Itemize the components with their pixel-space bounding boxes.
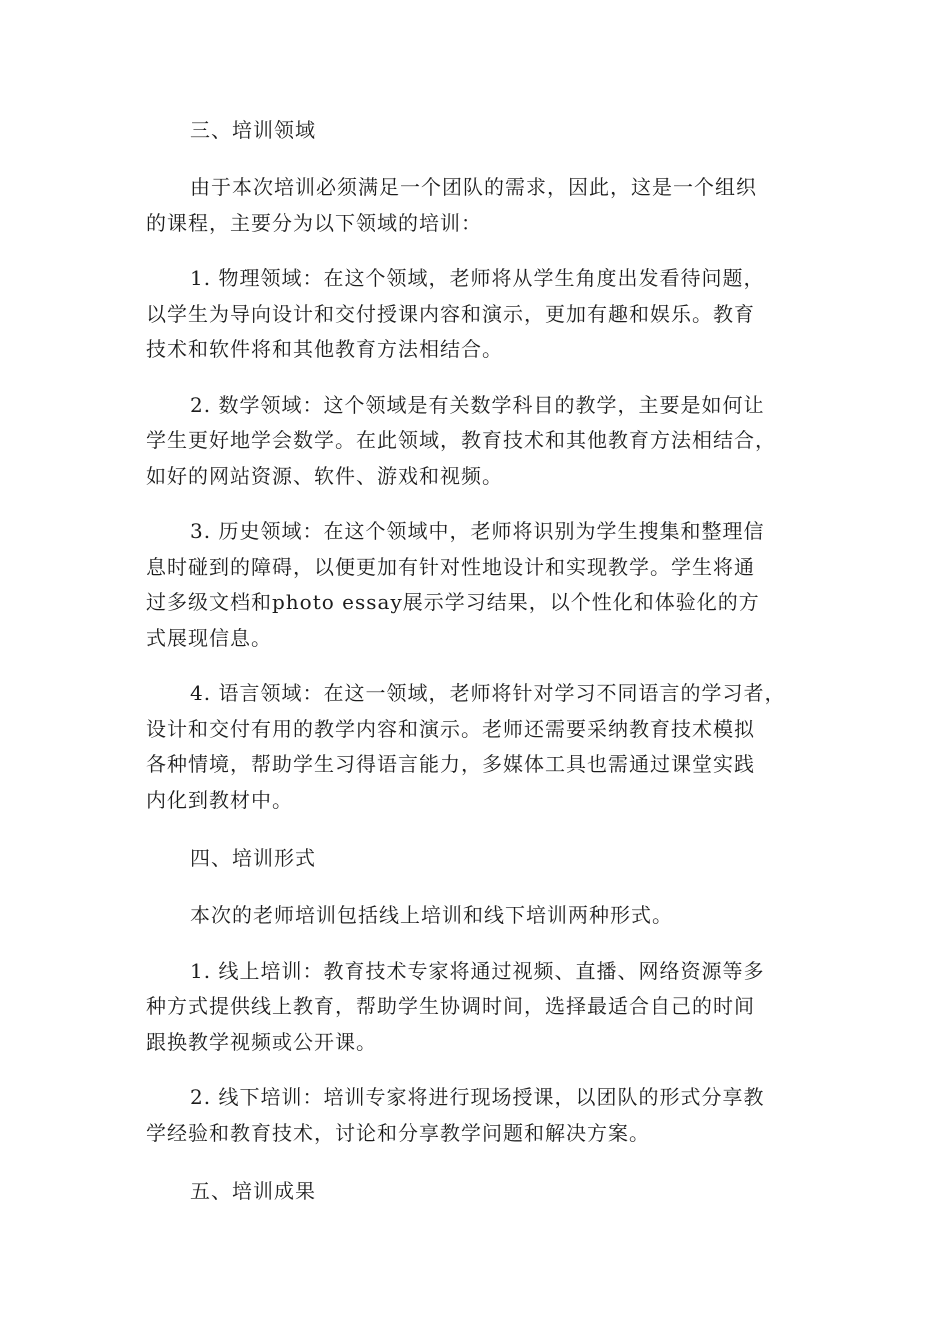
paragraph-line: 学经验和教育技术，讨论和分享教学问题和解决方案。 xyxy=(146,1120,650,1145)
paragraph-line: 的课程，主要分为以下领域的培训： xyxy=(146,210,482,235)
paragraph-line: 1. 线上培训：教育技术专家将通过视频、直播、网络资源等多 xyxy=(190,958,765,983)
section-heading: 五、培训成果 xyxy=(190,1179,316,1203)
paragraph-line: 过多级文档和photo essay展示学习结果，以个性化和体验化的方 xyxy=(146,590,760,614)
paragraph-line: 技术和软件将和其他教育方法相结合。 xyxy=(146,337,503,361)
section-heading: 四、培训形式 xyxy=(190,846,316,870)
paragraph-line: 如好的网站资源、软件、游戏和视频。 xyxy=(146,463,503,488)
paragraph-line: 1. 物理领域：在这个领域，老师将从学生角度出发看待问题， xyxy=(190,266,765,290)
paragraph-line: 跟换教学视频或公开课。 xyxy=(146,1029,377,1054)
section-heading: 三、培训领域 xyxy=(190,118,316,142)
paragraph-line: 3. 历史领域：在这个领域中，老师将识别为学生搜集和整理信 xyxy=(190,519,765,543)
paragraph xyxy=(146,514,810,656)
paragraph-line: 以学生为导向设计和交付授课内容和演示，更加有趣和娱乐。教育 xyxy=(146,301,755,326)
paragraph xyxy=(146,954,810,1061)
paragraph xyxy=(146,261,810,368)
paragraph-line: 内化到教材中。 xyxy=(146,787,293,812)
paragraph-line: 学生更好地学会数学。在此领域，教育技术和其他教育方法相结合， xyxy=(146,428,776,452)
paragraph-line: 2. 线下培训：培训专家将进行现场授课，以团队的形式分享教 xyxy=(190,1085,765,1109)
paragraph-line: 种方式提供线上教育，帮助学生协调时间，选择最适合自己的时间 xyxy=(146,994,755,1018)
paragraph-line: 4. 语言领域：在这一领域，老师将针对学习不同语言的学习者， xyxy=(190,681,786,705)
paragraph-line: 由于本次培训必须满足一个团队的需求，因此，这是一个组织 xyxy=(190,175,757,199)
paragraph xyxy=(146,388,810,495)
paragraph-line: 设计和交付有用的教学内容和演示。老师还需要采纳教育技术模拟 xyxy=(146,716,755,741)
paragraph-line: 2. 数学领域：这个领域是有关数学科目的教学，主要是如何让 xyxy=(190,392,765,417)
paragraph-line: 本次的老师培训包括线上培训和线下培训两种形式。 xyxy=(190,903,673,927)
paragraph-line: 式展现信息。 xyxy=(146,625,272,650)
paragraph-line: 各种情境，帮助学生习得语言能力，多媒体工具也需通过课堂实践 xyxy=(146,752,755,776)
paragraph xyxy=(146,170,810,241)
paragraph xyxy=(146,676,810,818)
paragraph-line: 息时碰到的障碍，以便更加有针对性地设计和实现教学。学生将通 xyxy=(146,554,755,579)
document-body xyxy=(146,110,810,1231)
paragraph xyxy=(146,898,810,934)
paragraph xyxy=(146,1080,810,1151)
